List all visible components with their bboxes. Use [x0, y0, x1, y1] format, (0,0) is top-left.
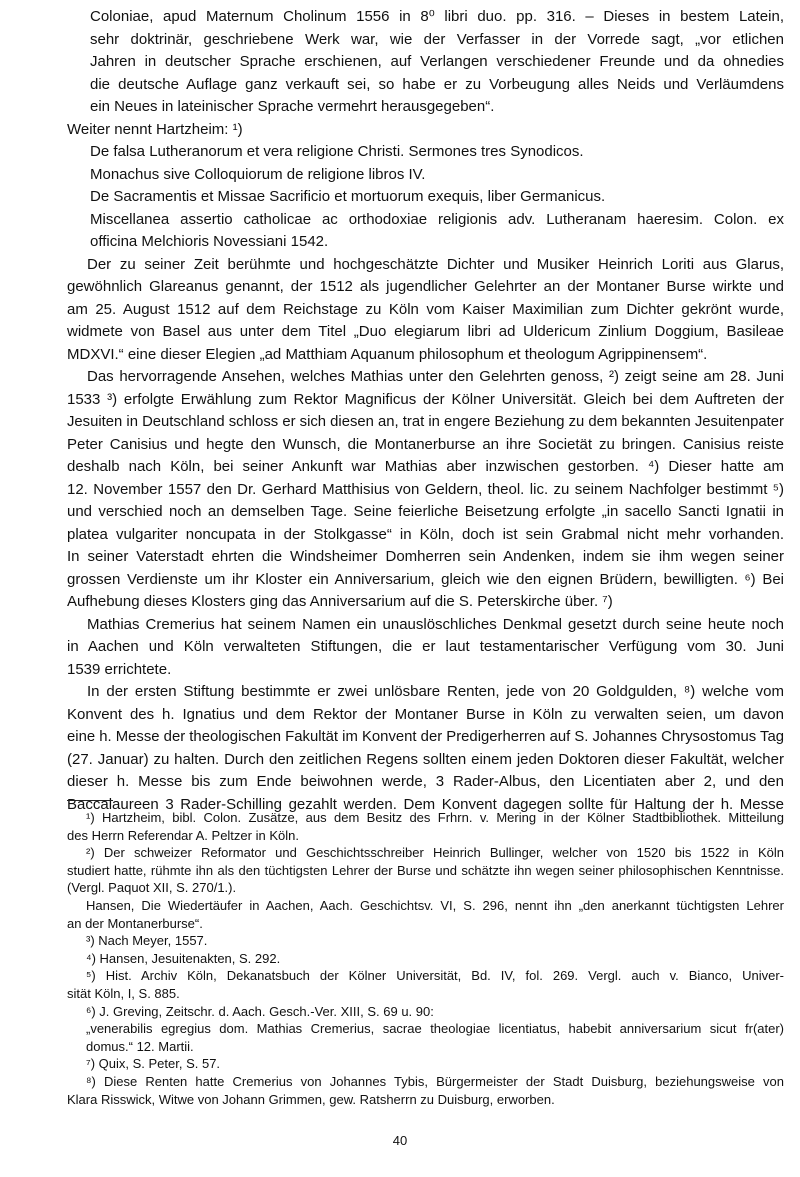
paragraph [67, 119, 784, 142]
line-text: ³) Nach Meyer, 1557. [86, 933, 208, 949]
paragraph [67, 614, 784, 682]
line-text: ⁸) Diese Renten hatte Cremerius von Johannes Tybis, Bürgermeister der Stadt Duisburg, beziehungsweise von [86, 1073, 784, 1089]
line-text: 1539 errichtete. [67, 660, 172, 678]
line-text: 1533 ³) erfolgte Erwählung zum Rektor Magnificus der Kölner Universität. Gleich bei dem Auftreten der [67, 390, 784, 408]
paragraph [67, 164, 784, 187]
text-line [86, 950, 784, 968]
line-text: studiert hatte, rühmte ihn als den tüchtigsten Lehrer der Burse und schätzte ihn wegen seiner philosophischen Kenntnisse. [67, 862, 784, 878]
line-text: 12. November 1557 den Dr. Gerhard Matthisius von Geldern, theol. lic. zu seinem Nachfolger bestimmt ⁵) [67, 480, 784, 498]
footnote [67, 1073, 784, 1108]
line-text: Peter Canisius und hegte den Wunsch, die Montanerburse an ihre Societät zu bringen. Canisius reiste [67, 435, 784, 453]
line-text: die deutsche Auflage ganz verkauft sei, so habe er zu Vorbeugung alles Neids und Verläumdens [90, 75, 784, 93]
line-text: Coloniae, apud Maternum Cholinum 1556 in 8⁰ libri duo. pp. 316. – Dieses in bestem Latein, [90, 8, 784, 25]
text-line [86, 1038, 784, 1056]
paragraph [67, 681, 784, 816]
footnote [67, 844, 784, 897]
line-text: dieser h. Messe bis zum Ende beiwohnen werde, 3 Rader-Albus, den Licentiaten aber 2, und den [67, 773, 784, 790]
text-line [67, 276, 784, 299]
text-line [67, 344, 784, 367]
line-text: Jesuiten in Deutschland schloss er sich diesen an, trat in engere Beziehung zu dem bekannten Jesuitenpater [67, 413, 784, 430]
line-text: Klara Risswick, Witwe von Johann Grimmen, gew. Ratsherrn zu Duisburg, erworben. [67, 1091, 555, 1107]
paragraph [67, 366, 784, 614]
line-text: ⁴) Hansen, Jesuitenakten, S. 292. [86, 950, 281, 966]
text-line [67, 411, 784, 434]
line-text: Der zu seiner Zeit berühmte und hochgeschätzte Dichter und Musiker Heinrich Loriti aus Glarus, [87, 255, 784, 273]
line-text: am 25. August 1512 auf dem Reichstage zu Köln vom Kaiser Maximilian zum Dichter gekrönt wurde, [67, 300, 784, 318]
text-line [67, 389, 784, 412]
text-line [90, 186, 784, 209]
text-line [67, 434, 784, 457]
footnote [67, 897, 784, 932]
text-line [67, 879, 784, 897]
line-text: De Sacramentis et Missae Sacrificio et mortuorum exequis, liber Germanicus. [90, 188, 606, 205]
text-line [90, 231, 784, 254]
paragraph [67, 6, 784, 119]
text-line [67, 119, 784, 142]
footnote [67, 932, 784, 950]
line-text: Mathias Cremerius hat seinem Namen ein unauslöschliches Denkmal gesetzt durch seine heute noch [87, 615, 784, 633]
line-text: Konvent des h. Ignatius und dem Rektor der Montaner Burse in Köln zu verwalten seien, um davon [67, 705, 784, 723]
text-line [90, 51, 784, 74]
text-line [87, 366, 784, 389]
footnote [67, 950, 784, 968]
footnote [67, 967, 784, 1002]
text-line [67, 1091, 784, 1109]
line-text: Hansen, Die Wiedertäufer in Aachen, Aach. Geschichtsv. VI, S. 296, nennt ihn „den anerkannt tüchtigsten Lehrer [86, 897, 784, 913]
paragraph [67, 254, 784, 367]
line-text: In seiner Vaterstadt ehrten die Windsheimer Domherren sein Andenken, indem sie ihm wegen seiner [67, 548, 784, 565]
line-text: Miscellanea assertio catholicae ac orthodoxiae religionis adv. Lutheranam haeresim. Colon. ex [90, 210, 784, 228]
line-text: und verschied noch an demselben Tage. Seine feierliche Beisetzung erfolgte „in sacello Sancti Ignatii in [67, 503, 784, 520]
text-line [90, 209, 784, 232]
line-text: Aufhebung dieses Klosters ging das Anniversarium auf die S. Peterskirche über. ⁷) [67, 593, 613, 610]
paragraph [67, 141, 784, 164]
footnote [67, 1003, 784, 1021]
footnote [67, 809, 784, 844]
text-line [90, 164, 784, 187]
line-text: officina Melchioris Novessiani 1542. [90, 233, 329, 250]
text-line [86, 967, 784, 985]
text-line [86, 1003, 784, 1021]
line-text: grossen Verdienste um ihr Kloster ein Anniversarium, gleich wie den eignen Brüdern, bewilligten. ⁶) Bei [67, 570, 784, 588]
text-line [67, 771, 784, 794]
text-line [67, 915, 784, 933]
line-text: ein Neues in lateinischer Sprache vermehrt herausgegeben“. [90, 98, 495, 115]
line-text: ⁵) Hist. Archiv Köln, Dekanatsbuch der Kölner Universität, Bd. IV, fol. 269. Vergl. auch v. Bianco, Univer- [86, 968, 784, 984]
line-text: widmete von Basel aus unter dem Titel „Duo elegiarum libri ad Uldericum Zinlium Doggium, Basileae [67, 323, 784, 340]
text-line [67, 591, 784, 614]
paragraph [67, 186, 784, 209]
body-text [67, 6, 784, 816]
line-text: ⁷) Quix, S. Peter, S. 57. [86, 1056, 221, 1072]
line-text: In der ersten Stiftung bestimmte er zwei unlösbare Renten, jede von 20 Goldgulden, ⁸) welche vom [87, 683, 784, 700]
text-line [67, 749, 784, 772]
text-line [87, 681, 784, 704]
text-line [67, 479, 784, 502]
line-text: domus.“ 12. Martii. [86, 1038, 194, 1054]
line-text: (Vergl. Paquot XII, S. 270/1.). [67, 880, 237, 896]
line-text: „venerabilis egregius dom. Mathias Cremerius, sacrae theologiae licentiatus, habebit anniversarium sicut fr(ater) [86, 1021, 784, 1037]
paragraph [67, 209, 784, 254]
text-line [67, 546, 784, 569]
line-text: ²) Der schweizer Reformator und Geschichtsschreiber Heinrich Bullinger, welcher von 1520 bis 1522 in Köln [86, 845, 784, 861]
text-line [86, 1073, 784, 1091]
text-line [86, 844, 784, 862]
text-line [67, 456, 784, 479]
text-line [67, 985, 784, 1003]
line-text: Jahren in deutscher Sprache erschienen, auf Verlangen verschiedener Freunde und da ohnedies [90, 53, 784, 70]
text-line [67, 862, 784, 880]
footnote-divider [67, 800, 113, 801]
text-line [86, 1020, 784, 1038]
line-text: deshalb nach Köln, bei seiner Ankunft war Mathias aber inzwischen gestorben. ⁴) Dieser hatte am [67, 458, 784, 475]
text-line [67, 524, 784, 547]
text-line [90, 141, 784, 164]
line-text: an der Montanerburse“. [67, 915, 203, 931]
text-line [90, 29, 784, 52]
text-line [67, 726, 784, 749]
text-line [67, 501, 784, 524]
text-line [90, 96, 784, 119]
text-line [87, 614, 784, 637]
line-text: MDXVI.“ eine dieser Elegien „ad Matthiam Aquanum philosophum et theologum Agrippinensem“. [67, 345, 708, 363]
line-text: ¹) Hartzheim, bibl. Colon. Zusätze, aus dem Besitz des Frhrn. v. Mering in der Kölner Stadtbibliothek. Mitteilung [86, 810, 784, 825]
text-line [86, 897, 784, 915]
text-line [67, 299, 784, 322]
text-line [87, 254, 784, 277]
line-text: ⁶) J. Greving, Zeitschr. d. Aach. Gesch.-Ver. XIII, S. 69 u. 90: [86, 1003, 434, 1019]
line-text: (27. Januar) zu halten. Durch den zeitlichen Regens sollten einem jeden Doktoren dieser Fakultät, welcher [67, 750, 784, 768]
line-text: sehr doktrinär, geschriebene Werk war, wie der Verfasser in der Vorrede sagt, „vor etlichen [90, 30, 784, 48]
text-line [90, 74, 784, 97]
footnote [67, 1020, 784, 1055]
footnotes [67, 809, 784, 1108]
text-line [67, 827, 784, 845]
text-line [67, 321, 784, 344]
line-text: Das hervorragende Ansehen, welches Mathias unter den Gelehrten genoss, ²) zeigt seine am 28. Juni [87, 368, 784, 385]
text-line [67, 636, 784, 659]
text-line [86, 932, 784, 950]
footnote [67, 1055, 784, 1073]
line-text: Weiter nennt Hartzheim: ¹) [67, 120, 243, 138]
line-text: De falsa Lutheranorum et vera religione Christi. Sermones tres Synodicos. [90, 143, 584, 160]
text-line [67, 704, 784, 727]
line-text: des Herrn Referendar A. Peltzer in Köln. [67, 827, 299, 843]
line-text: platea vulgariter noncupata in der Stolkgasse“ in Köln, doch ist sein Grabmal nicht mehr vorhanden. [67, 525, 784, 543]
line-text: gewöhnlich Glareanus genannt, der 1512 als jugendlicher Gelehrter an der Montaner Burse wirkte und [67, 278, 784, 295]
page-number: 40 [392, 1133, 408, 1148]
text-line [90, 6, 784, 29]
text-line [67, 659, 784, 682]
text-line [86, 809, 784, 827]
line-text: Baccalaureen 3 Rader-Schilling gezahlt werden. Dem Konvent dagegen sollte für Haltung der h. Messe [67, 795, 784, 813]
line-text: sität Köln, I, S. 885. [67, 985, 180, 1001]
line-text: Monachus sive Colloquiorum de religione libros IV. [90, 165, 426, 183]
text-line [86, 1055, 784, 1073]
line-text: in Aachen und Köln verwalteten Stiftungen, die er laut testamentarischer Verfügung vom 30. Juni [67, 638, 784, 655]
line-text: eine h. Messe der theologischen Fakultät im Konvent der Predigerherren auf S. Johannes Chrysostomus Tag [67, 728, 784, 745]
text-line [67, 569, 784, 592]
